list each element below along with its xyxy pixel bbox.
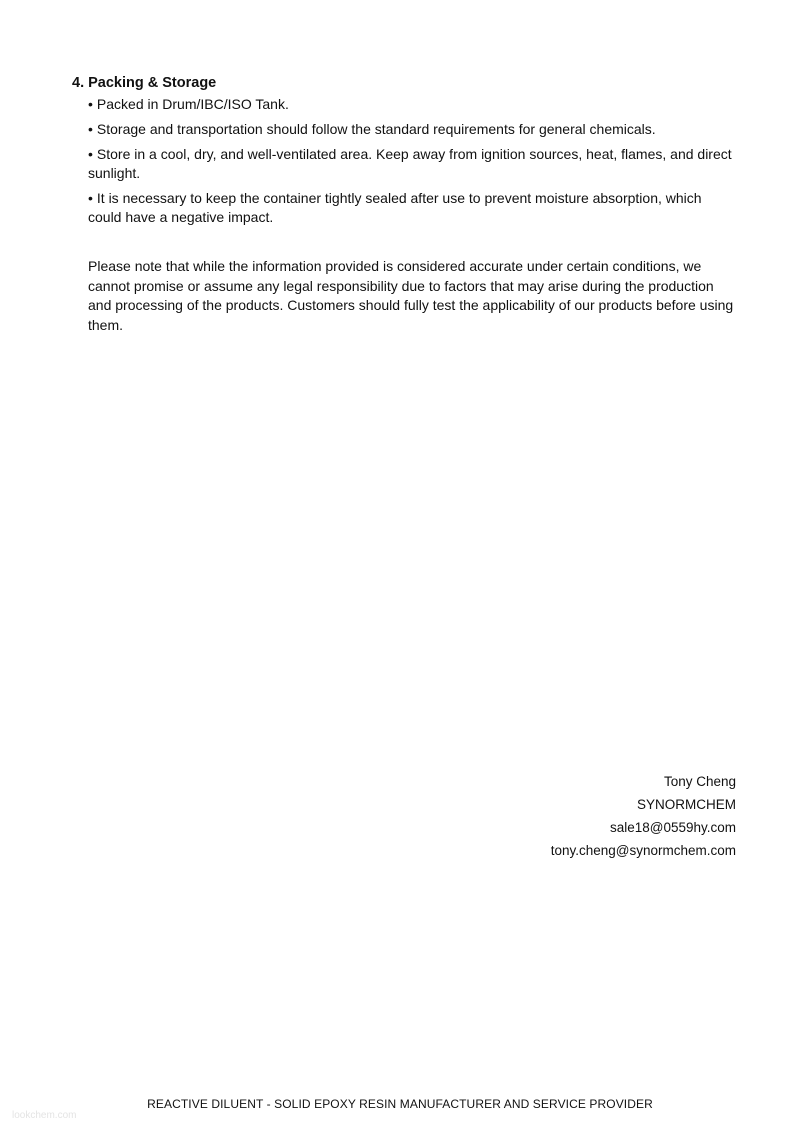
signature-email-2: tony.cheng@synormchem.com bbox=[550, 843, 736, 858]
signature-name: Tony Cheng bbox=[663, 774, 736, 789]
bullet-list bbox=[88, 95, 738, 233]
signature-email-1: sale18@0559hy.com bbox=[609, 820, 736, 835]
section-heading: 4. Packing & Storage bbox=[72, 75, 217, 91]
disclaimer-note: Please note that while the information provided is considered accurate under certain conditions, we cannot promise or assume any legal responsibility due to factors that may arise during the production and processing of the products. Customers should fully test the applicability of our products before using them. bbox=[88, 258, 734, 333]
list-item-text: Storage and transportation should follow the standard requirements for general chemicals. bbox=[96, 121, 656, 137]
list-item bbox=[88, 95, 738, 114]
bullet-glyph: • bbox=[88, 190, 93, 206]
list-item-text: Store in a cool, dry, and well-ventilated area. Keep away from ignition sources, heat, flames, and direct sunlight. bbox=[88, 146, 732, 181]
signature-block bbox=[551, 770, 736, 862]
list-item bbox=[88, 145, 738, 183]
watermark: lookchem.com bbox=[12, 1110, 77, 1121]
bullet-glyph: • bbox=[88, 146, 93, 162]
signature-company: SYNORMCHEM bbox=[636, 797, 736, 812]
list-item bbox=[88, 189, 738, 227]
bullet-glyph: • bbox=[88, 121, 93, 137]
list-item-text: It is necessary to keep the container tightly sealed after use to prevent moisture absorption, which could have a negative impact. bbox=[88, 190, 702, 225]
list-item bbox=[88, 120, 738, 139]
page-footer: REACTIVE DILUENT - SOLID EPOXY RESIN MANUFACTURER AND SERVICE PROVIDER bbox=[147, 1097, 653, 1111]
list-item-text: Packed in Drum/IBC/ISO Tank. bbox=[96, 96, 289, 112]
bullet-glyph: • bbox=[88, 96, 93, 112]
